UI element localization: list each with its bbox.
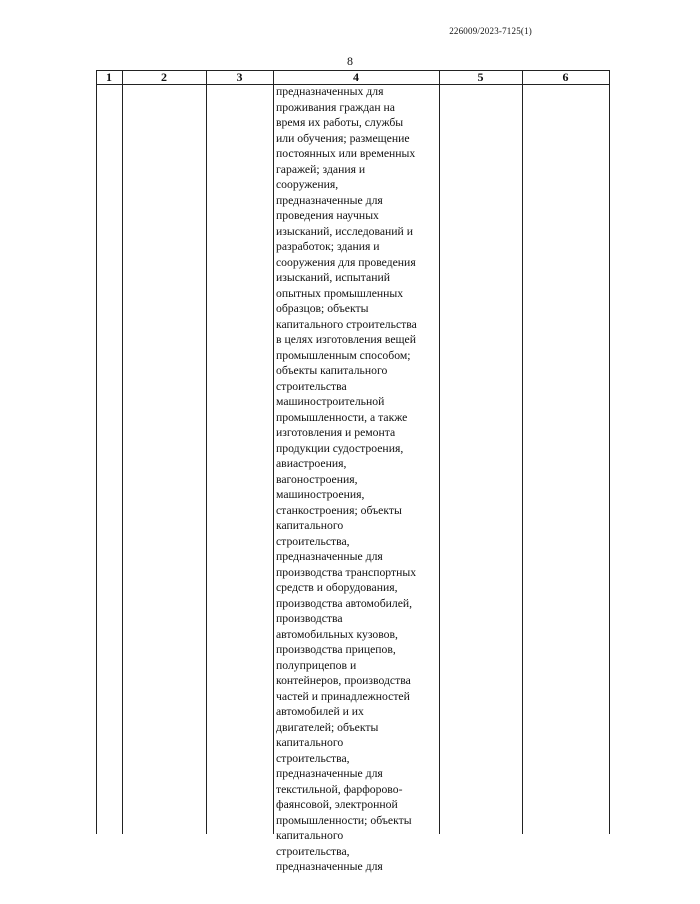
text-line: гаражей; здания и: [276, 162, 366, 176]
text-line: предназначенные для: [276, 550, 383, 563]
text-line: строительства,: [276, 844, 350, 858]
text-line: капитального: [276, 829, 344, 842]
column-4-cell-text: [276, 84, 439, 873]
text-line: средств и оборудования,: [276, 581, 398, 594]
text-line: сооружения,: [276, 178, 339, 191]
column-divider: [273, 70, 274, 834]
text-line: полуприцепов и: [276, 658, 357, 672]
column-header-2: 2: [161, 70, 167, 84]
text-line: производства транспортных: [276, 565, 417, 579]
text-line: капитального строительства: [276, 317, 417, 331]
text-line: контейнеров, производства: [276, 674, 411, 687]
text-line: двигателей; объекты: [276, 720, 379, 734]
text-line: машиностроительной: [276, 395, 385, 408]
text-line: опытных промышленных: [276, 286, 404, 300]
text-line: изысканий, исследований и: [276, 224, 413, 238]
column-header-5: 5: [477, 70, 484, 84]
text-line: машиностроения,: [276, 488, 365, 501]
text-line: предназначенные для: [276, 860, 383, 873]
text-line: или обучения; размещение: [276, 131, 410, 145]
text-line: автомобилей и их: [276, 705, 364, 718]
text-line: производства прицепов,: [276, 643, 396, 656]
text-line: продукции судостроения,: [276, 441, 404, 455]
text-line: строительства,: [276, 534, 350, 548]
text-line: авиастроения,: [276, 457, 347, 470]
text-line: текстильной, фарфорово-: [276, 782, 403, 796]
text-line: предназначенных для: [276, 85, 384, 98]
column-header-4: 4: [353, 70, 359, 84]
text-line: строительства,: [276, 751, 350, 765]
text-line: вагоностроения,: [276, 472, 358, 486]
column-header-1: 1: [106, 70, 112, 84]
text-line: промышленности, а также: [276, 410, 408, 424]
document-id: 226009/2023-7125(1): [449, 26, 532, 36]
text-line: производства: [276, 612, 343, 625]
text-line: в целях изготовления вещей: [276, 333, 416, 346]
text-line: фаянсовой, электронной: [276, 798, 398, 811]
text-line: разработок; здания и: [276, 240, 380, 253]
text-line: промышленности; объекты: [276, 813, 412, 827]
text-line: промышленным способом;: [276, 348, 411, 362]
text-line: сооружения для проведения: [276, 255, 416, 269]
page-number: 8: [347, 54, 353, 68]
text-line: проведения научных: [276, 209, 379, 222]
text-line: предназначенные для: [276, 193, 383, 207]
text-line: изысканий, испытаний: [276, 271, 390, 284]
text-line: проживания граждан на: [276, 100, 395, 114]
column-header-3: 3: [236, 70, 243, 84]
text-line: капитального: [276, 519, 344, 532]
text-line: станкостроения; объекты: [276, 503, 402, 517]
text-line: предназначенные для: [276, 767, 383, 780]
text-line: капитального: [276, 736, 344, 749]
table: [96, 70, 610, 873]
column-divider: [206, 70, 207, 834]
text-line: образцов; объекты: [276, 302, 369, 315]
text-line: объекты капитального: [276, 364, 388, 377]
text-line: время их работы, службы: [276, 116, 404, 129]
text-line: строительства: [276, 379, 347, 393]
text-line: частей и принадлежностей: [276, 689, 410, 703]
table-right-border: [609, 70, 610, 834]
text-line: изготовления и ремонта: [276, 426, 396, 439]
column-divider: [439, 70, 440, 834]
text-line: производства автомобилей,: [276, 596, 413, 610]
text-line: автомобильных кузовов,: [276, 627, 398, 641]
table-left-border: [96, 70, 97, 834]
column-divider: [522, 70, 523, 834]
column-header-6: 6: [562, 70, 569, 84]
column-divider: [122, 70, 123, 834]
text-line: постоянных или временных: [276, 147, 416, 160]
